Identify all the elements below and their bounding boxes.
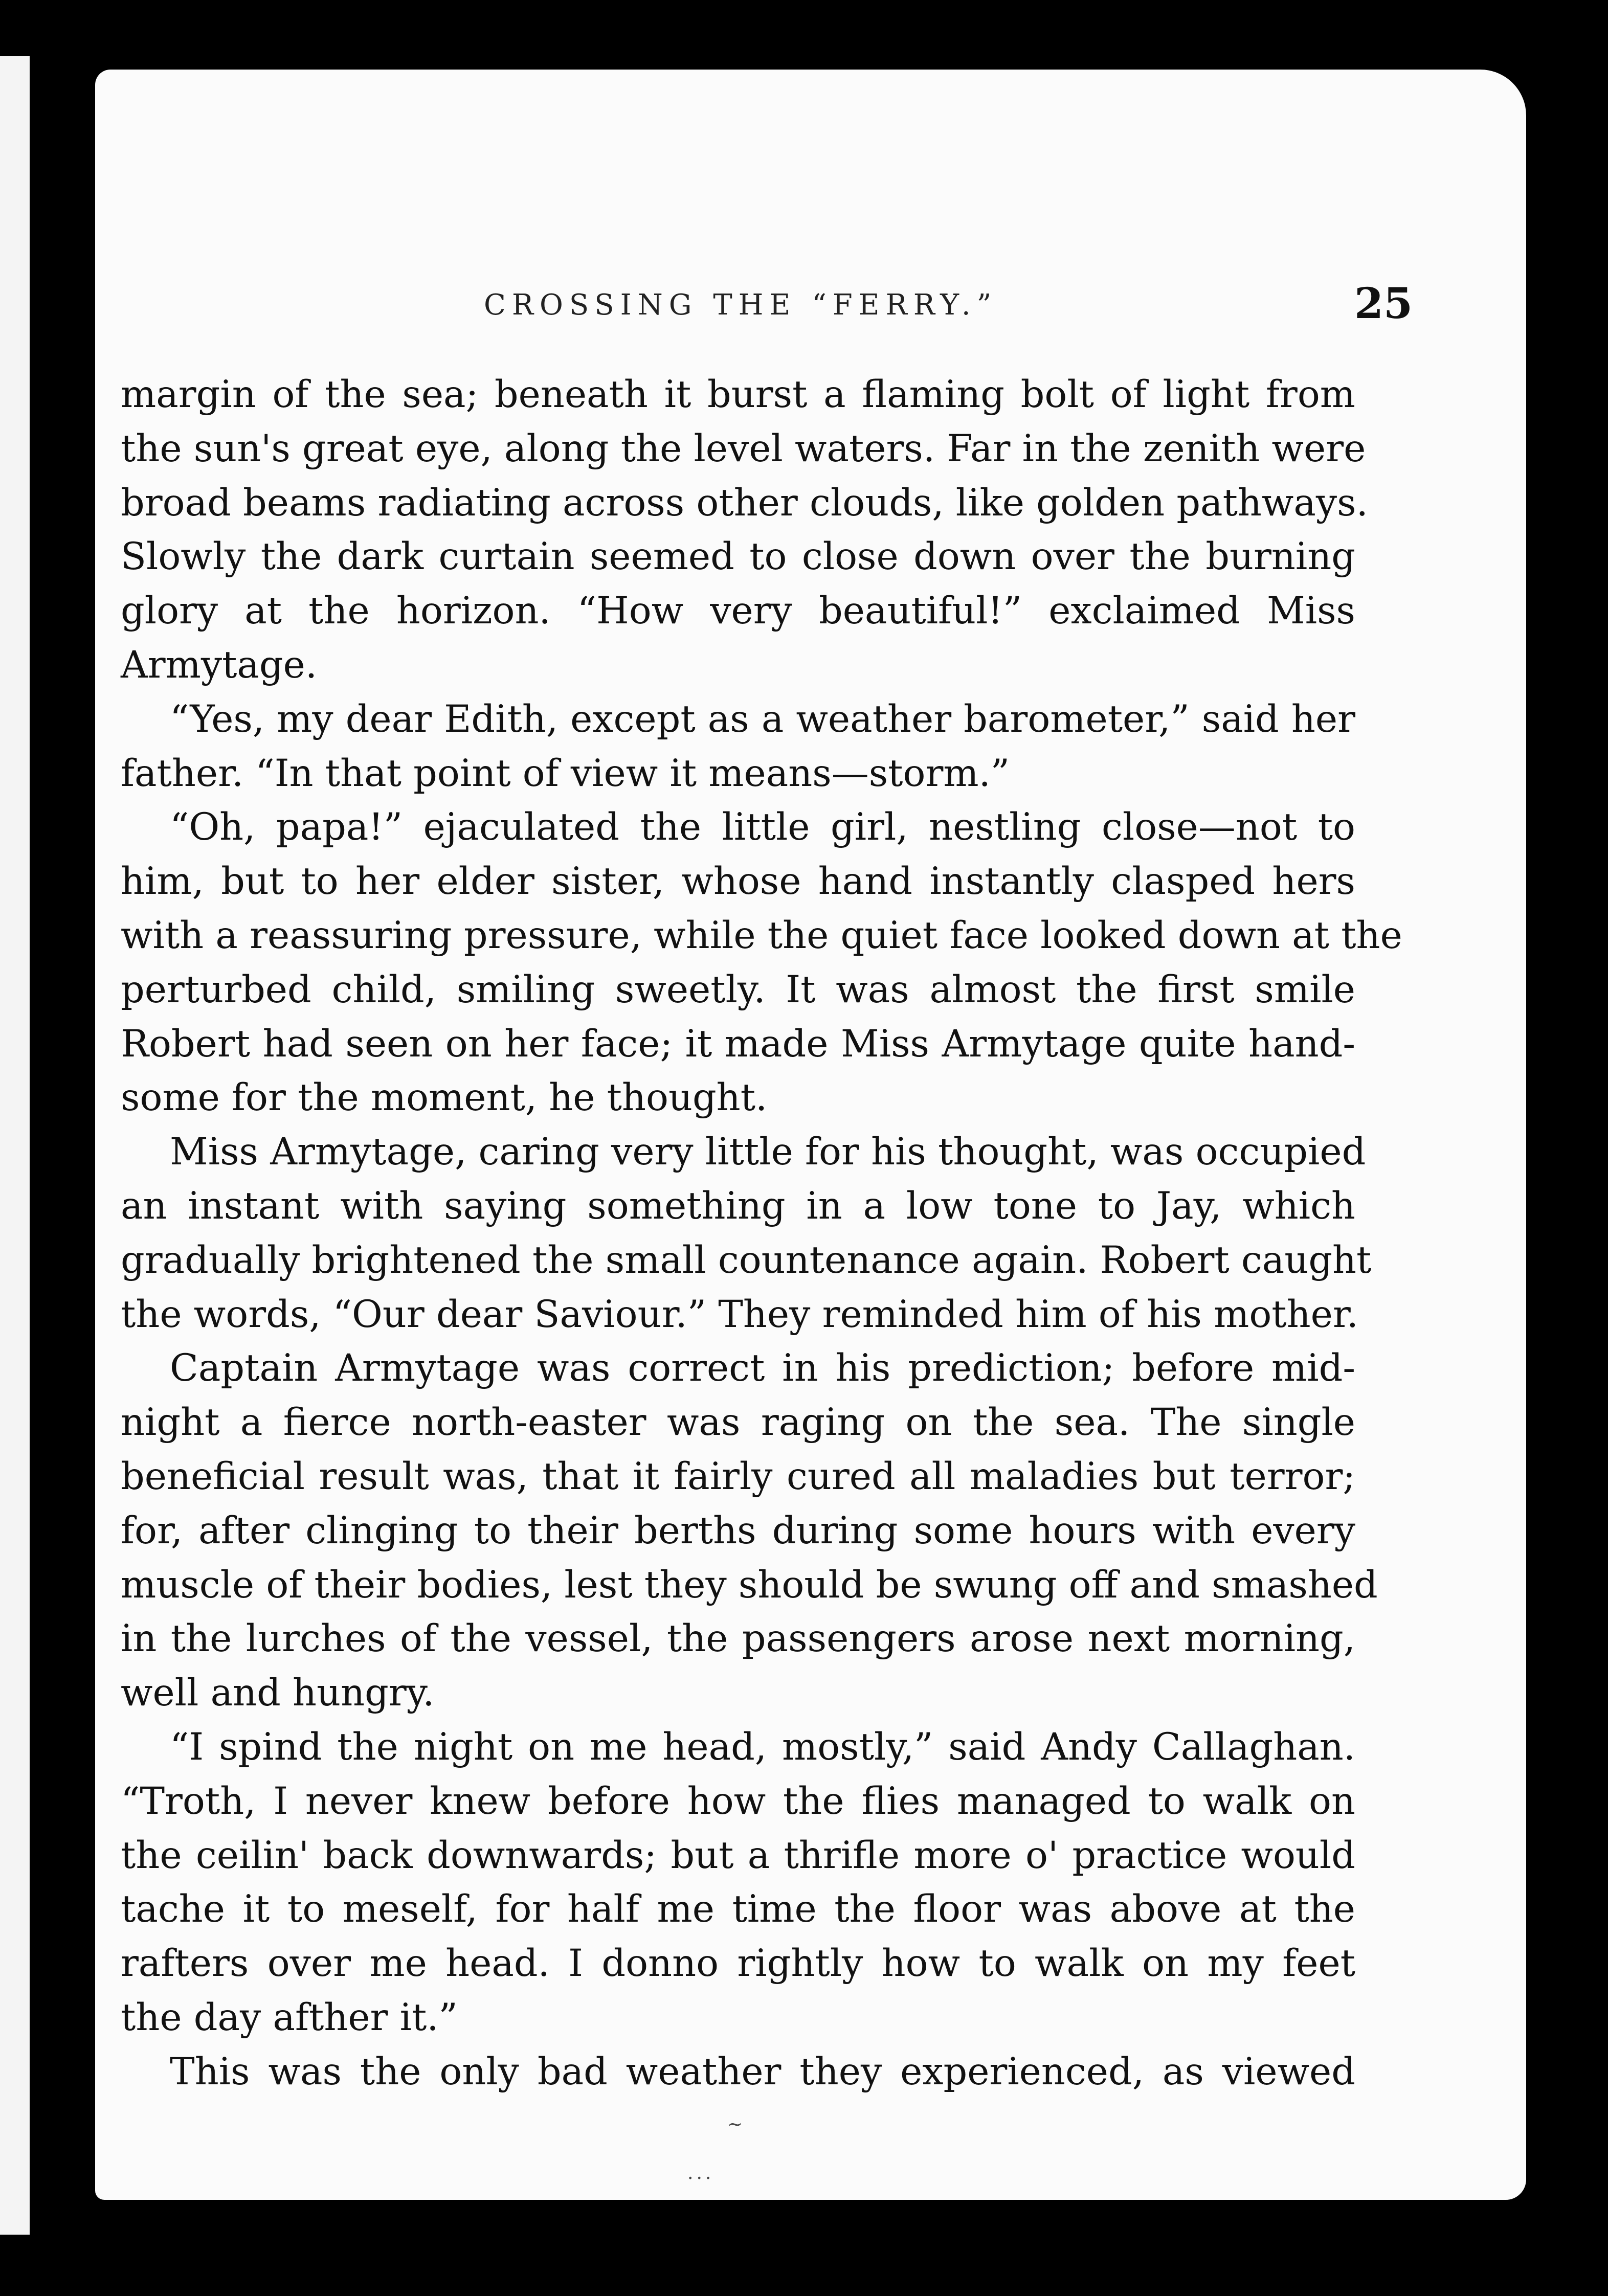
text-line: muscle of their bodies, lest they should be swung off and smashed — [121, 1563, 1378, 1607]
text-line: margin of the sea; beneath it burst a flaming bolt of light from — [121, 373, 1355, 416]
text-line: Armytage. — [121, 643, 318, 687]
text-line: some for the moment, he thought. — [121, 1076, 768, 1120]
text-line: well and hungry. — [121, 1671, 435, 1715]
left-page-edge — [0, 56, 30, 2235]
text-line: rafters over me head. I donno rightly how to walk on my feet — [121, 1942, 1355, 1986]
text-line: the day afther it.” — [121, 1995, 458, 2039]
text-line: Miss Armytage, caring very little for his thought, was occupied — [170, 1130, 1366, 1174]
text-line: father. “In that point of view it means—storm.” — [121, 751, 1010, 795]
text-line: an instant with saying something in a low tone to Jay, which — [121, 1184, 1355, 1228]
text-line: gradually brightened the small countenance again. Robert caught — [121, 1238, 1372, 1282]
text-line: “I spind the night on me head, mostly,” said Andy Callaghan. — [170, 1725, 1355, 1769]
text-line: perturbed child, smiling sweetly. It was almost the first smile — [121, 967, 1355, 1011]
text-line: Slowly the dark curtain seemed to close down over the burning — [121, 535, 1355, 579]
text-line: Robert had seen on her face; it made Miss Armytage quite hand- — [121, 1022, 1355, 1066]
text-line: with a reassuring pressure, while the quiet face looked down at the — [121, 913, 1402, 957]
text-line: “Troth, I never knew before how the flies managed to walk on — [121, 1779, 1355, 1823]
text-line: beneficial result was, that it fairly cured all maladies but terror; — [121, 1454, 1355, 1498]
text-line: broad beams radiating across other clouds, like golden pathways. — [121, 481, 1368, 525]
body-text — [121, 368, 1402, 2099]
text-line: This was the only bad weather they experienced, as viewed — [170, 2050, 1355, 2094]
footer-mark: ~ — [727, 2114, 746, 2135]
book-page — [95, 70, 1526, 2200]
page-header — [95, 279, 1526, 346]
text-line: “Oh, papa!” ejaculated the little girl, nestling close—not to — [170, 805, 1355, 849]
text-line: tache it to meself, for half me time the floor was above at the — [121, 1887, 1355, 1931]
running-head: CROSSING THE “FERRY.” — [484, 288, 998, 322]
text-line: for, after clinging to their berths during some hours with every — [121, 1509, 1355, 1552]
text-line: in the lurches of the vessel, the passengers arose next morning, — [121, 1617, 1355, 1661]
text-line: glory at the horizon. “How very beautiful!” exclaimed Miss — [121, 589, 1355, 633]
text-line: the ceilin' back downwards; but a thrifle more o' practice would — [121, 1833, 1355, 1877]
footer-mark: ... — [687, 2163, 714, 2184]
text-line: “Yes, my dear Edith, except as a weather barometer,” said her — [170, 697, 1355, 741]
text-line: night a fierce north-easter was raging on the sea. The single — [121, 1401, 1355, 1445]
text-line: him, but to her elder sister, whose hand instantly clasped hers — [121, 860, 1355, 904]
text-line: Captain Armytage was correct in his prediction; before mid- — [170, 1346, 1355, 1390]
text-line: the words, “Our dear Saviour.” They reminded him of his mother. — [121, 1292, 1358, 1336]
page-number: 25 — [1354, 279, 1413, 328]
text-line: the sun's great eye, along the level waters. Far in the zenith were — [121, 426, 1366, 470]
